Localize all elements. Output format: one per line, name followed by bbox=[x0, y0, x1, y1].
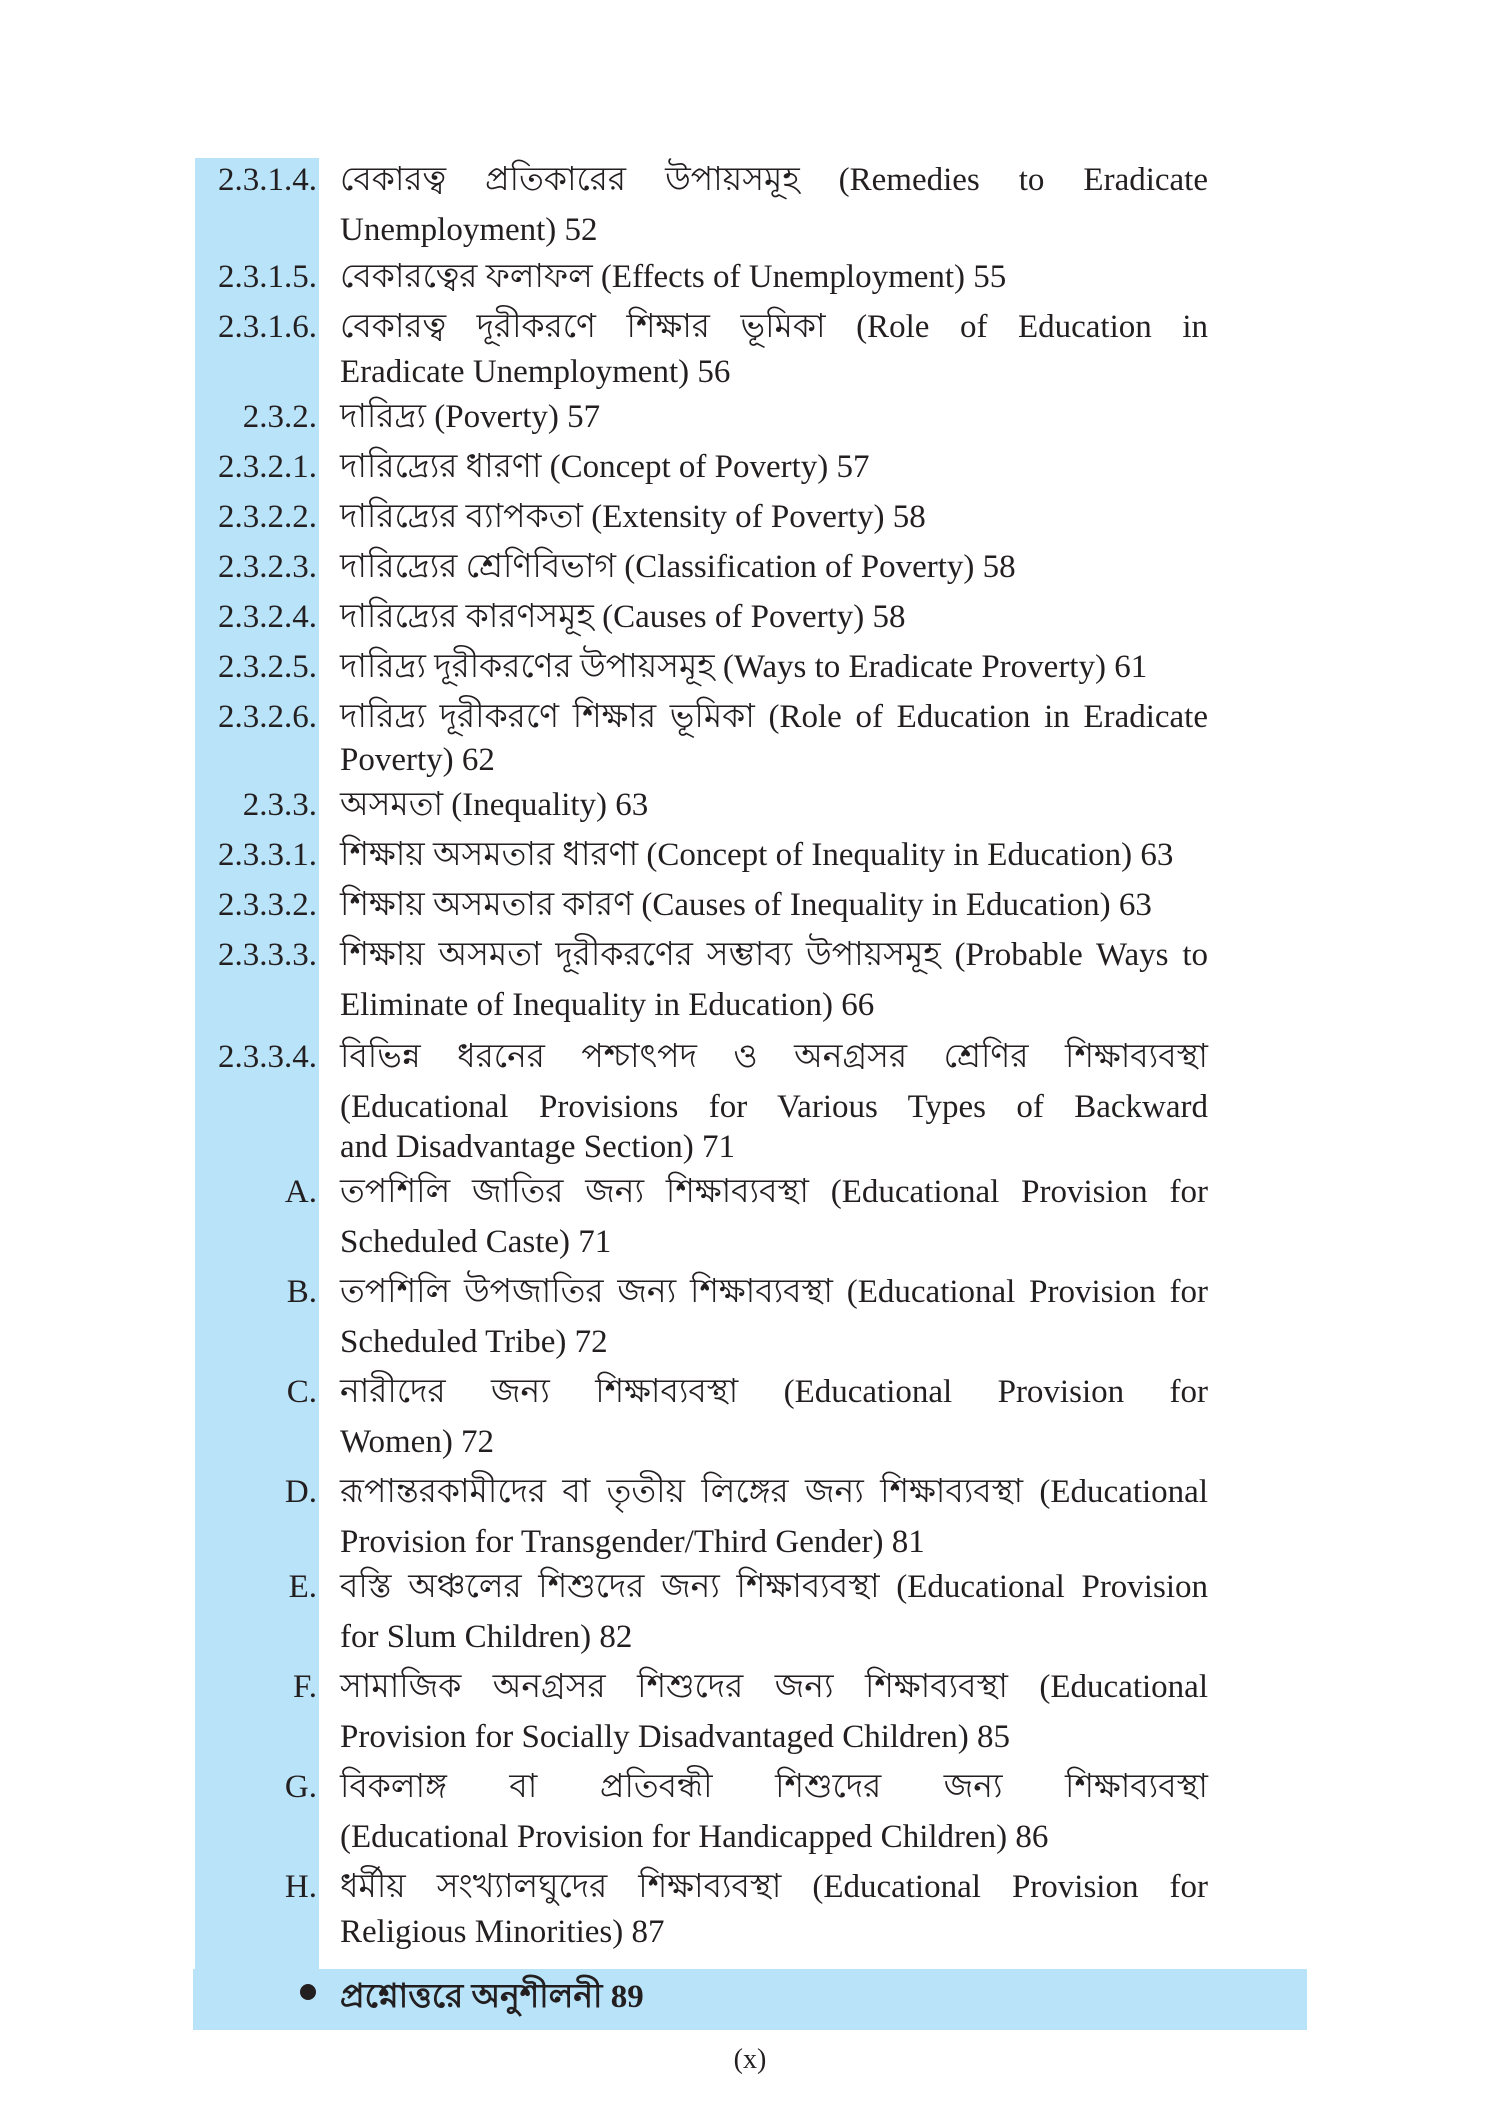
entry-title: Scheduled Caste) 71 bbox=[340, 1224, 612, 1260]
entry-title: রূপান্তরকামীদের বা তৃতীয় লিঙ্গের জন্য শিক্ষাব্যবস্থা (Educational bbox=[340, 1474, 1208, 1510]
toc-entry[interactable] bbox=[0, 783, 1500, 827]
toc-entry[interactable] bbox=[0, 1270, 1500, 1314]
section-number: H. bbox=[284, 1869, 317, 1905]
entry-title: Unemployment) 52 bbox=[340, 212, 598, 248]
toc-entry[interactable] bbox=[0, 1370, 1500, 1414]
entry-title: শিক্ষায় অসমতার ধারণা (Concept of Inequality in Education) 63 bbox=[340, 837, 1174, 873]
section-number: 2.3.3. bbox=[242, 787, 317, 823]
toc-entry-continuation[interactable] bbox=[0, 1220, 1500, 1264]
entry-title: সামাজিক অনগ্রসর শিশুদের জন্য শিক্ষাব্যবস্থা (Educational bbox=[340, 1669, 1208, 1705]
section-number: F. bbox=[293, 1669, 317, 1705]
entry-title: (Educational Provision for Handicapped Children) 86 bbox=[340, 1819, 1049, 1855]
entry-title: বিকলাঙ্গ বা প্রতিবন্ধী শিশুদের জন্য শিক্ষাব্যবস্থা bbox=[340, 1769, 1208, 1805]
section-number: D. bbox=[284, 1474, 317, 1510]
entry-title: Eradicate Unemployment) 56 bbox=[340, 354, 731, 390]
entry-title: Eliminate of Inequality in Education) 66 bbox=[340, 987, 875, 1023]
section-number: 2.3.2. bbox=[242, 399, 317, 435]
toc-entry[interactable] bbox=[0, 1665, 1500, 1709]
entry-title: তপশিলি উপজাতির জন্য শিক্ষাব্যবস্থা (Educational Provision for bbox=[340, 1274, 1208, 1310]
toc-entry[interactable] bbox=[0, 833, 1500, 877]
entry-title: নারীদের জন্য শিক্ষাব্যবস্থা (Educational Provision for bbox=[340, 1374, 1208, 1410]
toc-entry-continuation[interactable] bbox=[0, 350, 1500, 394]
toc-entry[interactable] bbox=[0, 933, 1500, 977]
section-number: 2.3.1.6. bbox=[218, 309, 317, 345]
toc-entry[interactable] bbox=[0, 1865, 1500, 1909]
toc-entry[interactable] bbox=[0, 645, 1500, 689]
entry-title: দারিদ্র্যের ব্যাপকতা (Extensity of Poverty) 58 bbox=[340, 499, 926, 535]
section-number: 2.3.3.1. bbox=[218, 837, 317, 873]
toc-entry-continuation[interactable] bbox=[0, 983, 1500, 1027]
toc-entry-continuation[interactable] bbox=[0, 1125, 1500, 1169]
bullet-icon bbox=[300, 1984, 316, 2000]
toc-entry-continuation[interactable] bbox=[0, 1320, 1500, 1364]
toc-entry-continuation[interactable] bbox=[0, 1715, 1500, 1759]
entry-title: Poverty) 62 bbox=[340, 742, 495, 778]
toc-entry[interactable] bbox=[0, 255, 1500, 299]
entry-title: বেকারত্ব দূরীকরণে শিক্ষার ভূমিকা (Role of Education in bbox=[340, 309, 1208, 345]
section-number: A. bbox=[284, 1174, 317, 1210]
toc-entry[interactable] bbox=[0, 158, 1500, 202]
toc-entry-continuation[interactable] bbox=[0, 1815, 1500, 1859]
toc-entry-continuation[interactable] bbox=[0, 208, 1500, 252]
toc-entry[interactable] bbox=[0, 883, 1500, 927]
entry-title: দারিদ্র্য (Poverty) 57 bbox=[340, 399, 601, 435]
entry-title: বিভিন্ন ধরনের পশ্চাৎপদ ও অনগ্রসর শ্রেণির শিক্ষাব্যবস্থা bbox=[340, 1039, 1208, 1075]
entry-title: Scheduled Tribe) 72 bbox=[340, 1324, 608, 1360]
entry-title: for Slum Children) 82 bbox=[340, 1619, 633, 1655]
section-number: 2.3.2.1. bbox=[218, 449, 317, 485]
page-number: (x) bbox=[733, 2044, 767, 2075]
section-number: 2.3.2.5. bbox=[218, 649, 317, 685]
toc-entry-continuation[interactable] bbox=[0, 1520, 1500, 1564]
section-number: 2.3.2.3. bbox=[218, 549, 317, 585]
entry-title: (Educational Provisions for Various Types of Backward bbox=[340, 1089, 1208, 1125]
toc-entry-continuation[interactable] bbox=[0, 1910, 1500, 1954]
toc-entry[interactable] bbox=[0, 1565, 1500, 1609]
toc-entry-continuation[interactable] bbox=[0, 1420, 1500, 1464]
toc-entry-continuation[interactable] bbox=[0, 1615, 1500, 1659]
entry-title: দারিদ্র্য দূরীকরণের উপায়সমূহ (Ways to Eradicate Proverty) 61 bbox=[340, 649, 1148, 685]
section-number: 2.3.2.4. bbox=[218, 599, 317, 635]
entry-title: বেকারত্ব প্রতিকারের উপায়সমূহ (Remedies to Eradicate bbox=[340, 162, 1208, 198]
section-number: C. bbox=[286, 1374, 317, 1410]
entry-title: Provision for Transgender/Third Gender) 81 bbox=[340, 1524, 925, 1560]
entry-title: Provision for Socially Disadvantaged Children) 85 bbox=[340, 1719, 1010, 1755]
entry-title: শিক্ষায় অসমতার কারণ (Causes of Inequality in Education) 63 bbox=[340, 887, 1152, 923]
entry-title: ধর্মীয় সংখ্যালঘুদের শিক্ষাব্যবস্থা (Educational Provision for bbox=[340, 1869, 1208, 1905]
entry-title: বস্তি অঞ্চলের শিশুদের জন্য শিক্ষাব্যবস্থা (Educational Provision bbox=[340, 1569, 1208, 1605]
entry-title: শিক্ষায় অসমতা দূরীকরণের সম্ভাব্য উপায়সমূহ (Probable Ways to bbox=[340, 937, 1208, 973]
toc-entry[interactable] bbox=[0, 495, 1500, 539]
entry-title: বেকারত্বের ফলাফল (Effects of Unemployment) 55 bbox=[340, 259, 1007, 295]
section-number: 2.3.3.3. bbox=[218, 937, 317, 973]
toc-entry[interactable] bbox=[0, 395, 1500, 439]
entry-title: দারিদ্র্য দূরীকরণে শিক্ষার ভূমিকা (Role of Education in Eradicate bbox=[340, 699, 1208, 735]
toc-entry[interactable] bbox=[0, 1170, 1500, 1214]
entry-title: তপশিলি জাতির জন্য শিক্ষাব্যবস্থা (Educational Provision for bbox=[340, 1174, 1208, 1210]
section-number: B. bbox=[286, 1274, 317, 1310]
section-number: G. bbox=[284, 1769, 317, 1805]
entry-title: Religious Minorities) 87 bbox=[340, 1914, 665, 1950]
section-number: 2.3.2.2. bbox=[218, 499, 317, 535]
entry-title: Women) 72 bbox=[340, 1424, 495, 1460]
entry-title: দারিদ্র্যের শ্রেণিবিভাগ (Classification of Poverty) 58 bbox=[340, 549, 1016, 585]
toc-entry[interactable] bbox=[0, 445, 1500, 489]
toc-entry[interactable] bbox=[0, 545, 1500, 589]
toc-entry[interactable] bbox=[0, 695, 1500, 739]
toc-entry-continuation[interactable] bbox=[0, 738, 1500, 782]
entry-title: অসমতা (Inequality) 63 bbox=[340, 787, 649, 823]
section-number: 2.3.1.4. bbox=[218, 162, 317, 198]
toc-entry[interactable] bbox=[0, 1470, 1500, 1514]
section-number: 2.3.3.2. bbox=[218, 887, 317, 923]
toc-entry-continuation[interactable] bbox=[0, 1085, 1500, 1129]
section-number: 2.3.3.4. bbox=[218, 1039, 317, 1075]
toc-entry[interactable] bbox=[0, 1035, 1500, 1079]
section-number: 2.3.2.6. bbox=[218, 699, 317, 735]
entry-title: দারিদ্র্যের ধারণা (Concept of Poverty) 57 bbox=[340, 449, 870, 485]
entry-title: and Disadvantage Section) 71 bbox=[340, 1129, 735, 1165]
toc-entry[interactable] bbox=[0, 595, 1500, 639]
section-number: E. bbox=[288, 1569, 317, 1605]
section-number: 2.3.1.5. bbox=[218, 259, 317, 295]
toc-entry[interactable] bbox=[0, 1765, 1500, 1809]
toc-entry[interactable] bbox=[0, 305, 1500, 349]
entry-title: দারিদ্র্যের কারণসমূহ (Causes of Poverty) 58 bbox=[340, 599, 906, 635]
review-entry[interactable]: প্রশ্নোত্তরে অনুশীলনী 89 bbox=[340, 1979, 644, 2015]
